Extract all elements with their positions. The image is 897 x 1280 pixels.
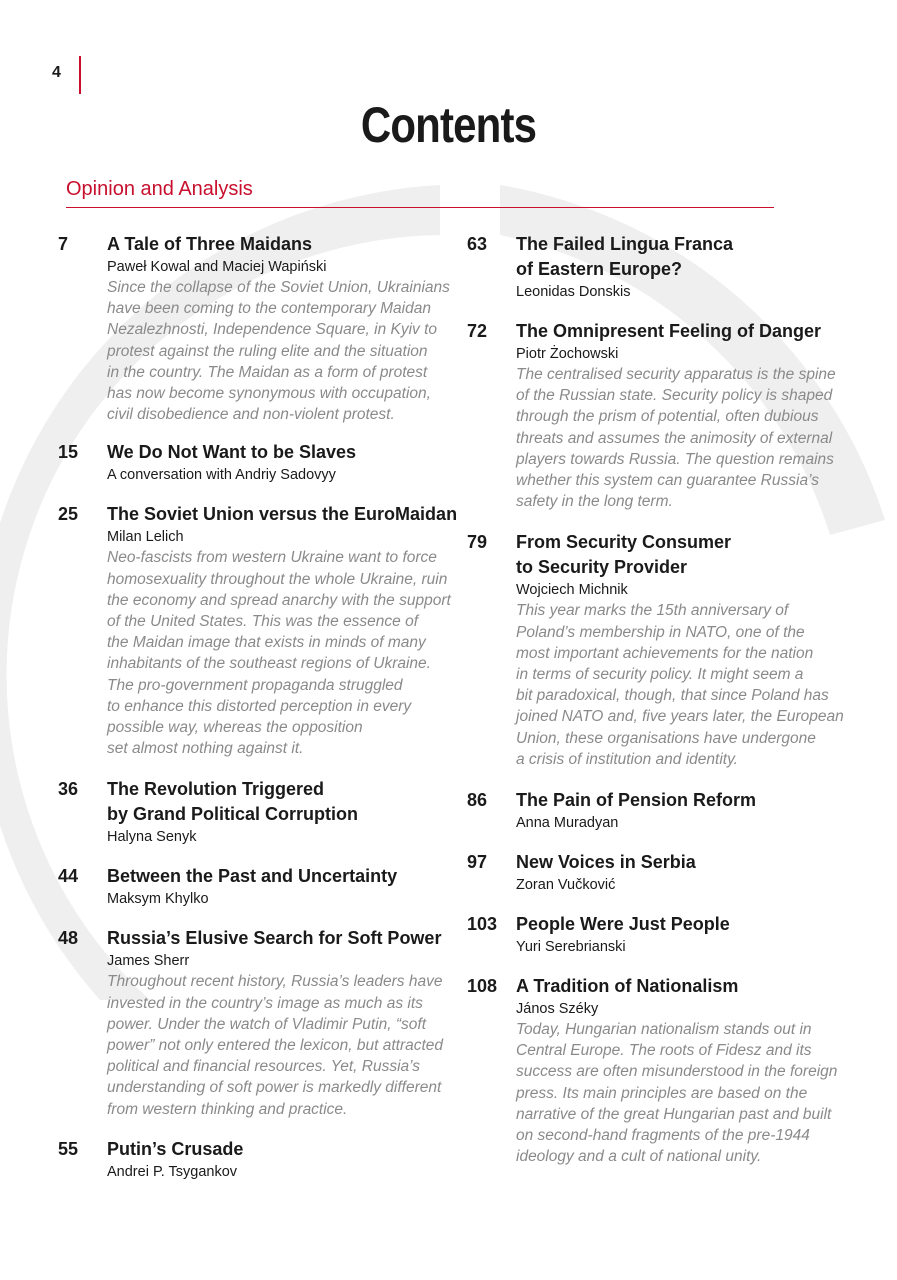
toc-entry[interactable]	[58, 864, 458, 909]
toc-entry-author: James Sherr	[107, 953, 190, 970]
toc-entry-page: 48	[58, 928, 79, 949]
toc-entry-page: 79	[467, 532, 488, 553]
toc-entry-author: János Széky	[516, 1001, 599, 1018]
toc-entry-page: 97	[467, 852, 488, 873]
page-number: 4	[52, 64, 61, 81]
toc-entry-page: 7	[58, 234, 69, 254]
toc-entry[interactable]	[58, 926, 458, 1119]
toc-entry-title: A Tale of Three Maidans	[107, 234, 313, 254]
toc-entry-title: New Voices in Serbia	[516, 852, 696, 873]
toc-entry-author: Zoran Vučković	[516, 877, 616, 894]
toc-entry[interactable]	[58, 1137, 458, 1182]
toc-entry-title: The Pain of Pension Reform	[516, 790, 757, 811]
toc-entry-page: 44	[58, 866, 79, 887]
toc-entry[interactable]	[467, 912, 867, 957]
toc-entry-author: Piotr Żochowski	[516, 346, 619, 362]
toc-entry-page: 63	[467, 234, 488, 254]
toc-entry[interactable]	[58, 440, 458, 485]
toc-entry-description: This year marks the 15th anniversary of Poland’s membership in NATO, one of the most important achievements for the nation in terms of security policy. It might seem a bit paradoxical, though, that since Poland has joined NATO and, five years later, the European Union, these organisations have undergone a crisis of institution and identity.	[516, 602, 844, 768]
toc-entry-title: The Soviet Union versus the EuroMaidan	[107, 504, 458, 525]
toc-entry-title: People Were Just People	[516, 914, 730, 935]
toc-entry-page: 25	[58, 504, 79, 525]
toc-entry[interactable]	[467, 232, 867, 302]
toc-entry-author: A conversation with Andriy Sadovyy	[107, 467, 336, 484]
toc-entry-title: The Failed Lingua Franca of Eastern Europe?	[516, 234, 734, 279]
toc-entry-title: Putin’s Crusade	[107, 1138, 244, 1159]
toc-entry-description: The centralised security apparatus is the spine of the Russian state. Security policy is shaped through the prism of potential, often dubious threats and assumes the animosity of external players towards Russia. The question remains whether this system can guarantee Russia’s safety in the long term.	[516, 366, 836, 511]
section-divider	[66, 207, 774, 208]
page-title: Contents	[360, 97, 537, 153]
toc-entry-title: A Tradition of Nationalism	[516, 976, 739, 997]
toc-entry-page: 36	[58, 779, 79, 800]
toc-entry-title: The Revolution Triggered by Grand Political Corruption	[107, 779, 359, 825]
toc-entry-author: Yuri Serebrianski	[516, 939, 626, 956]
toc-entry[interactable]	[58, 777, 458, 847]
toc-entry-page: 72	[467, 321, 488, 341]
toc-entry-author: Milan Lelich	[107, 529, 184, 546]
toc-entry-title: We Do Not Want to be Slaves	[107, 442, 357, 463]
toc-entry-description: Throughout recent history, Russia’s leaders have invested in the country’s image as much as its power. Under the watch of Vladimir Putin, “soft power” not only entered the lexicon, but attracted political and financial resources. Yet, Russia’s understanding of soft power is markedly different from western thinking and practice.	[107, 973, 444, 1118]
toc-entry-description: Since the collapse of the Soviet Union, Ukrainians have been coming to the contemporary Maidan Nezalezhnosti, Independence Square, in Kyiv to protest against the ruling elite and the situation in the country. The Maidan as a form of protest has now become synonymous with occupation, civil disobedience and non-violent protest.	[107, 279, 450, 424]
toc-entry-author: Wojciech Michnik	[516, 582, 628, 599]
toc-entry-page: 15	[58, 442, 79, 463]
toc-entry-title: The Omnipresent Feeling of Danger	[516, 321, 822, 341]
toc-entry-description: Neo-fascists from western Ukraine want to force homosexuality throughout the whole Ukraine, ruin the economy and spread anarchy with the support of the United States. This was the essence of the Maidan image that exists in minds of many inhabitants of the southeast regions of Ukraine. The pro-government propaganda struggled to enhance this distorted perception in every possible way, whereas the opposition set almost nothing against it.	[107, 549, 451, 758]
toc-entry-author: Andrei P. Tsygankov	[107, 1163, 238, 1180]
contents-column-right	[467, 232, 867, 1167]
toc-entry-page: 86	[467, 790, 488, 811]
toc-entry[interactable]	[467, 530, 867, 770]
toc-entry-page: 55	[58, 1138, 79, 1159]
toc-entry-author: Leonidas Donskis	[516, 284, 631, 300]
toc-entry-author: Halyna Senyk	[107, 829, 197, 846]
toc-entry-title: Russia’s Elusive Search for Soft Power	[107, 928, 442, 949]
toc-entry-page: 103	[467, 914, 498, 935]
toc-entry-title: Between the Past and Uncertainty	[107, 866, 398, 887]
toc-entry[interactable]	[467, 974, 867, 1167]
toc-entry-page: 108	[467, 976, 498, 997]
section-heading: Opinion and Analysis	[66, 178, 253, 200]
toc-entry-author: Paweł Kowal and Maciej Wapiński	[107, 259, 327, 275]
toc-entry-description: Today, Hungarian nationalism stands out in Central Europe. The roots of Fidesz and its success are often misunderstood in the foreign press. Its main principles are based on the narrative of the great Hungarian past and built on second-hand fragments of the pre-1944 ideology and a cult of national unity.	[516, 1021, 838, 1166]
toc-entry[interactable]	[467, 319, 867, 512]
toc-entry[interactable]	[58, 502, 458, 759]
toc-entry[interactable]	[58, 232, 458, 425]
contents-column-left	[58, 232, 458, 1182]
toc-entry-author: Anna Muradyan	[516, 815, 619, 832]
page-number-divider	[79, 56, 81, 94]
toc-entry-title: From Security Consumer to Security Provider	[516, 532, 732, 578]
toc-entry-author: Maksym Khylko	[107, 891, 209, 908]
toc-entry[interactable]	[467, 850, 867, 895]
toc-entry[interactable]	[467, 788, 867, 833]
